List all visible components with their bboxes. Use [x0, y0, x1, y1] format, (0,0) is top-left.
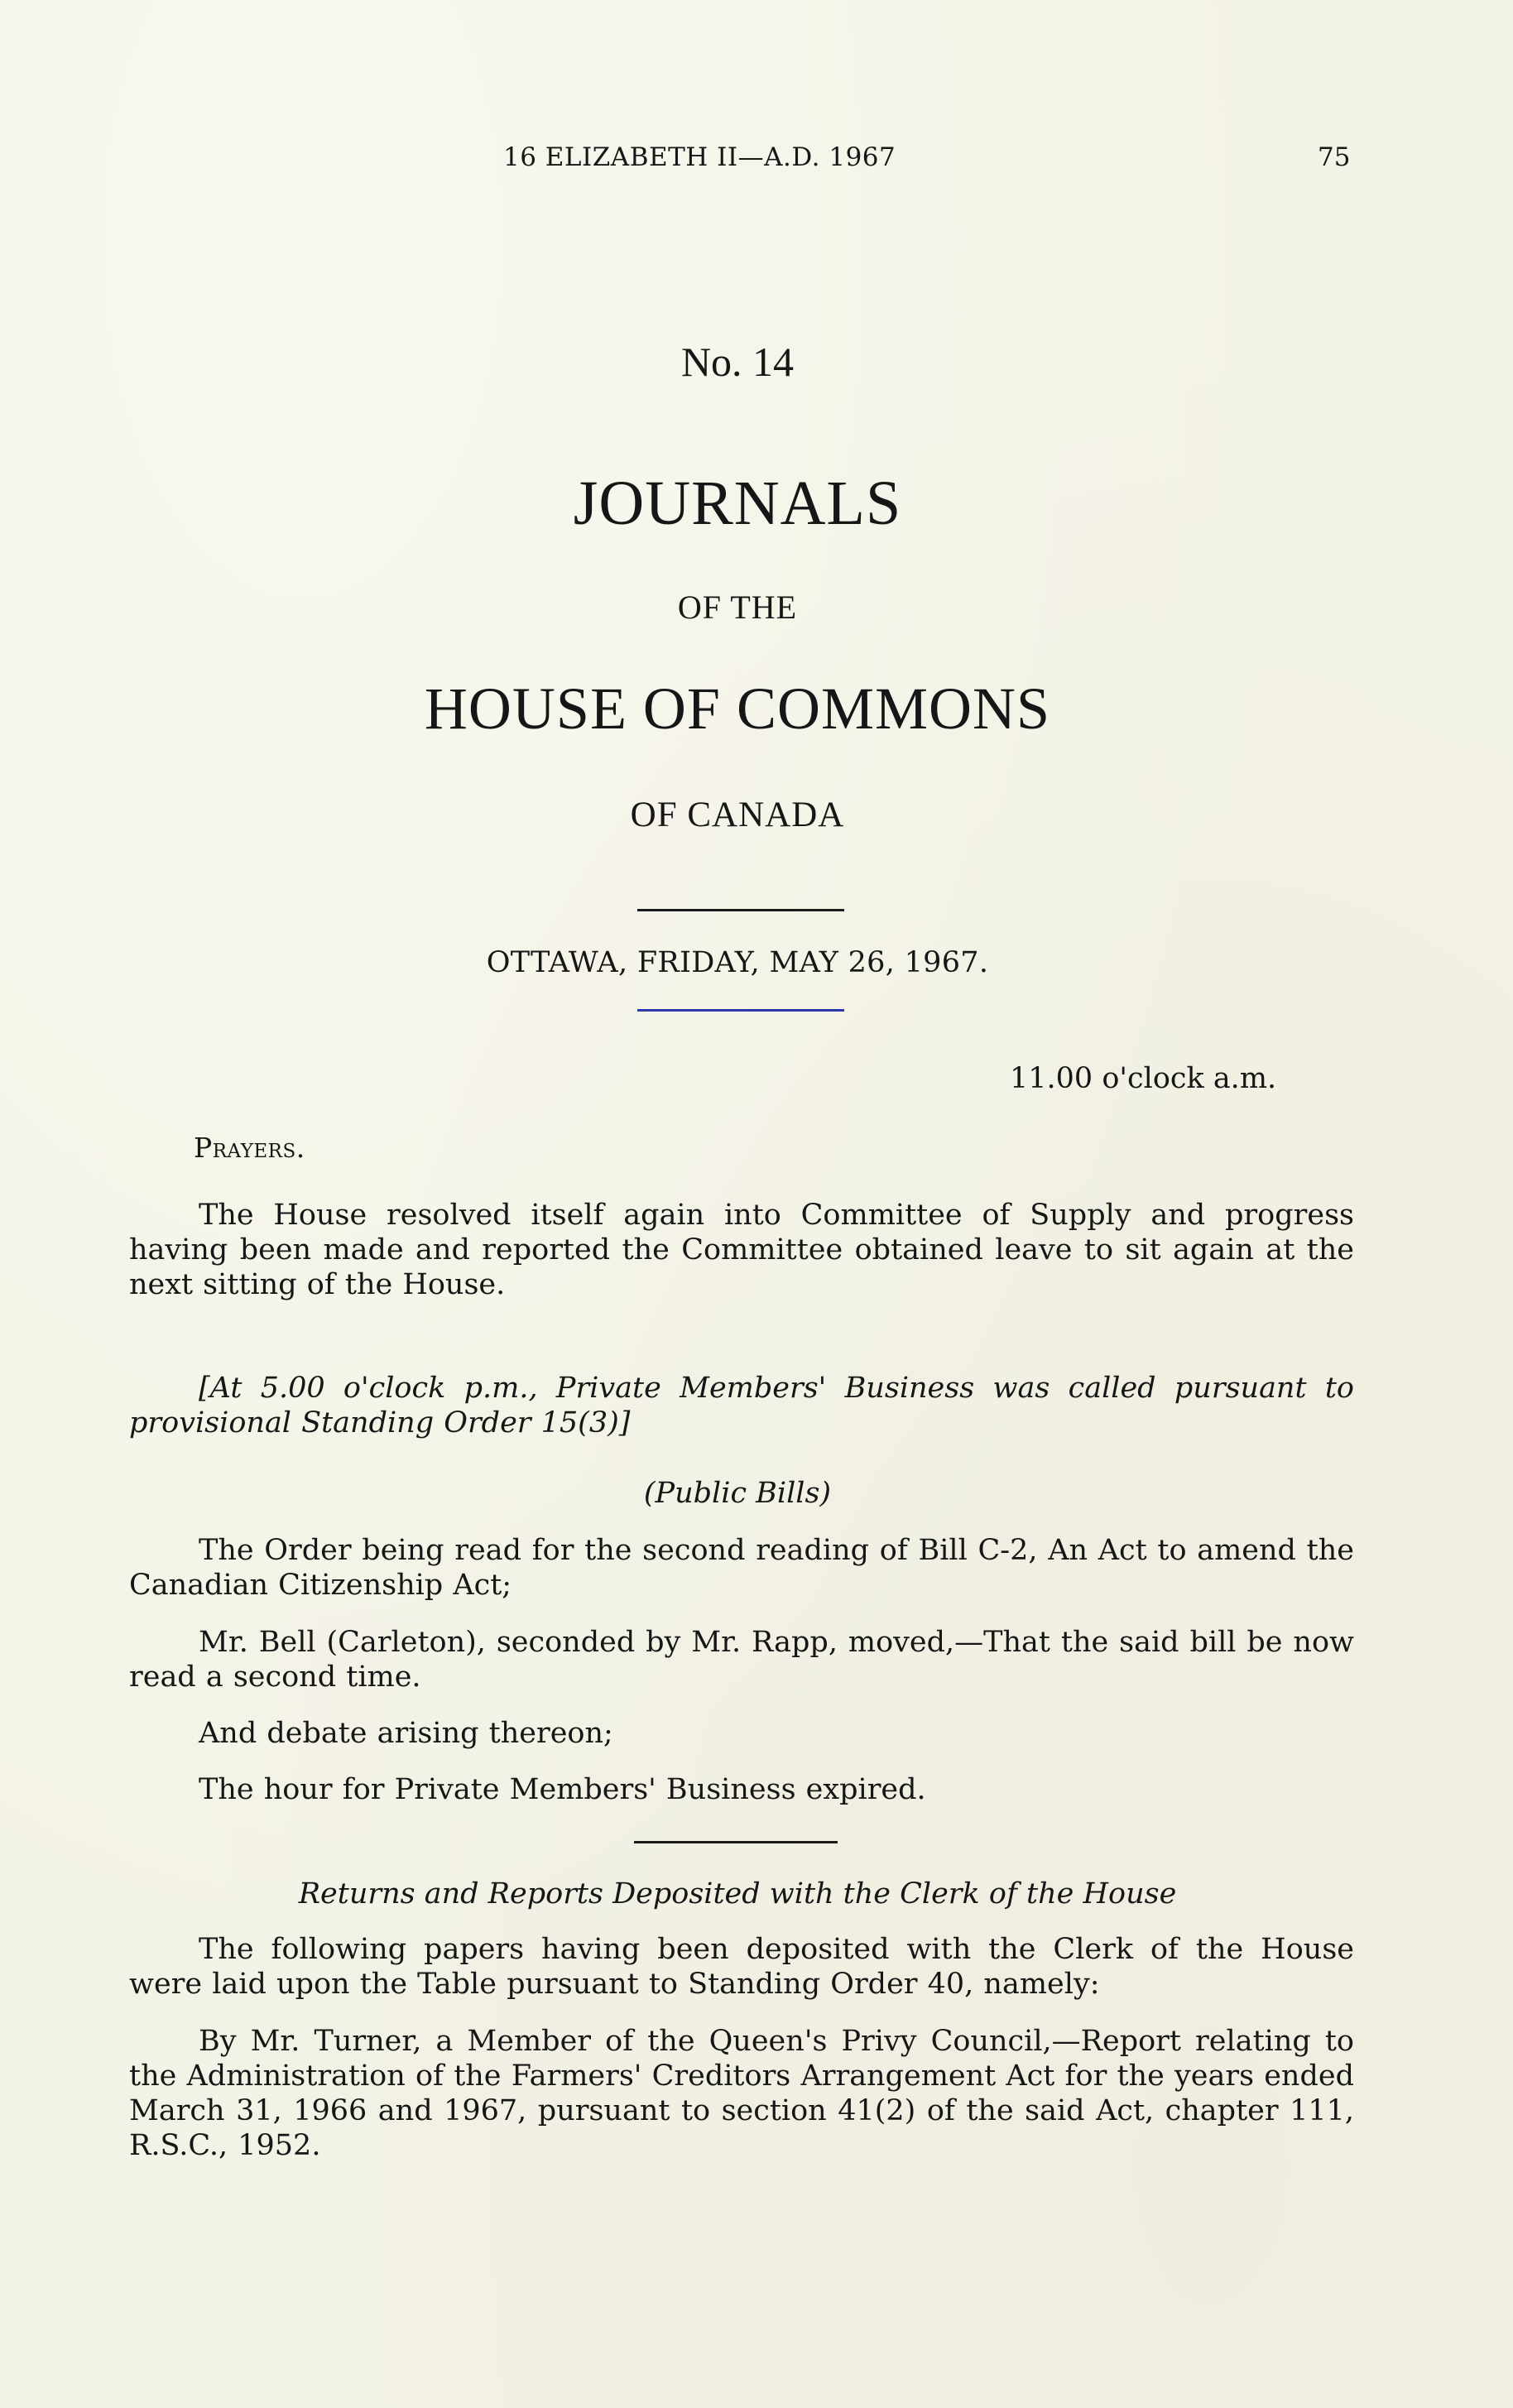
divider-rule-bottom	[634, 1841, 838, 1843]
returns-heading: Returns and Reports Deposited with the Clerk of the House	[298, 1877, 1177, 1911]
running-head: 16 ELIZABETH II—A.D. 1967	[503, 142, 896, 172]
public-bills-heading: (Public Bills)	[643, 1477, 832, 1510]
divider-rule-top	[637, 909, 844, 911]
papers-paragraph: The following papers having been deposited with the Clerk of the House were laid upon the Table pursuant to Standing Order 40, namely:	[129, 1933, 1354, 2001]
private-members-note: [At 5.00 o'clock p.m., Private Members' Business was called pursuant to provisional Standing Order 15(3)]	[129, 1372, 1354, 1440]
expired-paragraph: The hour for Private Members' Business expired.	[199, 1773, 926, 1806]
debate-paragraph: And debate arising thereon;	[199, 1717, 613, 1750]
house-of-commons-title: HOUSE OF COMMONS	[424, 675, 1051, 742]
journals-title: JOURNALS	[573, 469, 902, 538]
motion-paragraph: Mr. Bell (Carleton), seconded by Mr. Rapp, moved,—That the said bill be now read a second time.	[129, 1626, 1354, 1694]
supply-paragraph: The House resolved itself again into Committee of Supply and progress having been made and reported the Committee obtained leave to sit again at the next sitting of the House.	[129, 1199, 1354, 1301]
divider-rule-blue	[637, 1009, 844, 1012]
of-canada-line: OF CANADA	[630, 795, 845, 834]
turner-paragraph: By Mr. Turner, a Member of the Queen's Privy Council,—Report relating to the Administration of the Farmers' Creditors Arrangement Act for the years ended March 31, 1966 and 1967, pursuant to section 41(2) of the said Act, chapter 111, R.S.C., 1952.	[129, 2025, 1354, 2162]
date-line: OTTAWA, FRIDAY, MAY 26, 1967.	[486, 946, 989, 979]
page-number: 75	[1318, 142, 1351, 172]
prayers-heading: Prayers.	[194, 1132, 305, 1164]
order-paragraph: The Order being read for the second reading of Bill C-2, An Act to amend the Canadian Citizenship Act;	[129, 1534, 1354, 1602]
of-the-line: OF THE	[677, 589, 798, 626]
sitting-time: 11.00 o'clock a.m.	[1010, 1062, 1277, 1095]
journal-number: No. 14	[680, 339, 795, 385]
